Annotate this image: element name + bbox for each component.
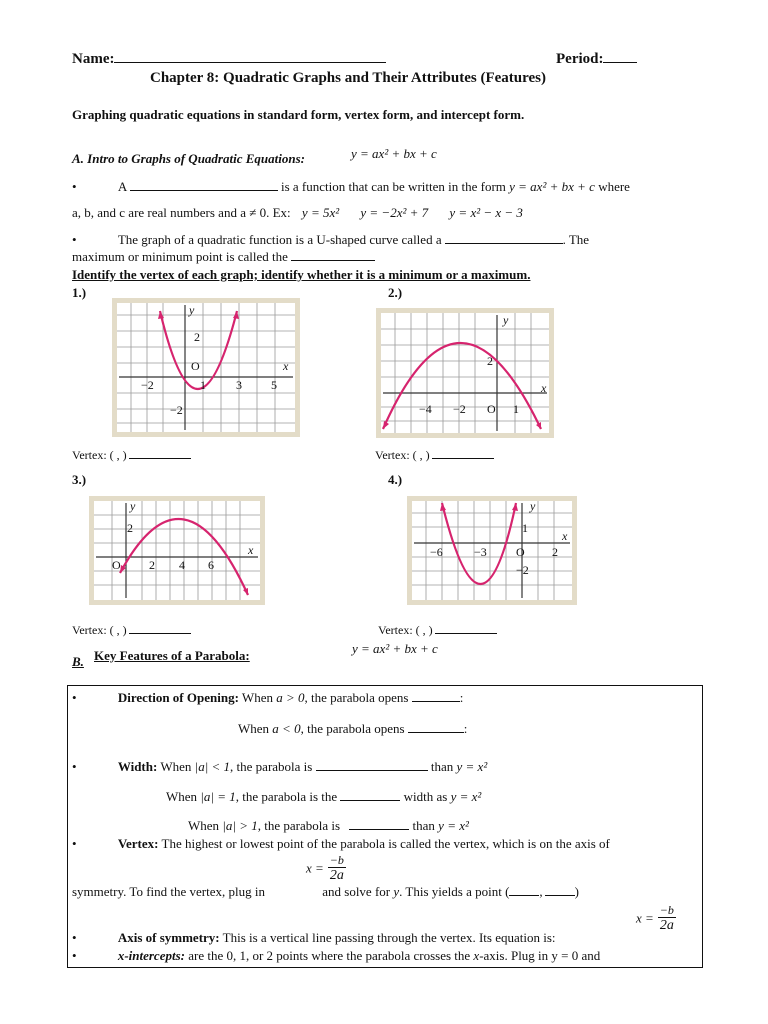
opens-blank-2[interactable] — [408, 720, 464, 733]
instruction: Identify the vertex of each graph; identify whether it is a minimum or a maximum. — [72, 267, 531, 282]
width-row-2: When |a| = 1, the parabola is the width as y = x² — [166, 789, 482, 804]
example-3: y = x² − x − 3 — [449, 205, 523, 220]
graph-2-origin: O — [487, 402, 496, 416]
graph-2-label: 2.) — [388, 285, 403, 300]
graph-3-label: 3.) — [72, 472, 87, 487]
graph-2-tick: 1 — [513, 402, 519, 416]
graph-1 — [111, 297, 301, 438]
name-blank[interactable] — [114, 50, 386, 63]
graph-4-origin: O — [516, 545, 525, 559]
graph-3-tick: 4 — [179, 558, 185, 572]
section-b-letter: B. — [72, 654, 84, 669]
graph-1-vertex: Vertex: ( , ) — [72, 446, 191, 463]
axis-fraction: x = $\frac{-b}{2a}$ — [636, 903, 674, 933]
period-label: Period: — [556, 51, 604, 67]
section-a-heading: A. Intro to Graphs of Quadratic Equations: — [72, 151, 305, 166]
bullet-dot: • — [72, 232, 77, 247]
vertex-fraction: x = $\frac{-b}{2a}$ — [306, 853, 344, 883]
opens-blank-1[interactable] — [412, 689, 460, 702]
bullet-1-line1: • A is a function that can be written in the form y = ax² + bx + c where — [72, 179, 630, 194]
bullet-dot: • — [72, 836, 77, 851]
graph-1-tick: 3 — [236, 378, 242, 392]
graph-4 — [406, 495, 578, 606]
bullet-dot: • — [72, 930, 77, 945]
width-row-1: • Width: When |a| < 1, the parabola is than y = x² — [72, 759, 488, 774]
graph-4-tick: 1 — [522, 521, 528, 535]
bullet1-formula: y = ax² + bx + c — [509, 179, 595, 194]
parabola-blank[interactable] — [445, 231, 563, 244]
period-blank[interactable] — [603, 50, 637, 63]
page-title: Chapter 8: Quadratic Graphs and Their Attributes (Features) — [150, 70, 546, 86]
graph-3-vertex: Vertex: ( , ) — [72, 621, 191, 638]
vertex-label: Vertex: — [117, 836, 159, 851]
vertex-point-y-blank[interactable] — [545, 883, 575, 896]
vertex-row-2: symmetry. To find the vertex, plug in and solve for y. This yields a point ( , ) — [72, 884, 579, 899]
vertex-point-x-blank[interactable] — [509, 883, 539, 896]
bullet-2-line1: • The graph of a quadratic function is a U-shaped curve called a . The — [72, 232, 590, 247]
section-a-formula: y = ax² + bx + c — [351, 146, 437, 161]
graph-3-vertex-blank[interactable] — [129, 621, 191, 634]
graph-1-label: 1.) — [72, 285, 87, 300]
graph-4-tick: −2 — [516, 563, 529, 577]
graph-4-tick: −3 — [474, 545, 487, 559]
graph-3-origin: O — [112, 558, 121, 572]
section-b-formula: y = ax² + bx + c — [352, 641, 438, 656]
graph-4-tick: 2 — [552, 545, 558, 559]
graph-4-x-label: x — [562, 529, 568, 543]
name-field — [72, 50, 386, 68]
graph-2-tick: −4 — [419, 402, 432, 416]
graph-1-origin: O — [191, 359, 200, 373]
graph-2-vertex-blank[interactable] — [432, 446, 494, 459]
axis-row: • Axis of symmetry: This is a vertical line passing through the vertex. Its equation is: — [72, 930, 556, 945]
graph-4-y-label: y — [530, 499, 536, 513]
graph-2-y-label: y — [503, 313, 509, 327]
vertex-row-1: • Vertex: The highest or lowest point of the parabola is called the vertex, which is on the axis of — [72, 836, 610, 851]
graph-3-tick: 2 — [149, 558, 155, 572]
bullet-1-line2: a, b, and c are real numbers and a ≠ 0. Ex: y = 5x² y = −2x² + 7 y = x² − x − 3 — [72, 205, 523, 220]
width-blank-2[interactable] — [340, 788, 400, 801]
axis-label: Axis of symmetry: — [117, 930, 220, 945]
bullet-dot: • — [72, 690, 77, 705]
direction-row: • Direction of Opening: When a > 0, the parabola opens : — [72, 690, 464, 705]
graph-2-tick: 2 — [487, 354, 493, 368]
width-blank-3[interactable] — [349, 817, 409, 830]
width-row-3: When |a| > 1, the parabola is than y = x² — [188, 818, 469, 833]
vertex-blank[interactable] — [291, 248, 375, 261]
graph-4-vertex: Vertex: ( , ) — [378, 621, 497, 638]
xint-row: • x-intercepts: are the 0, 1, or 2 points where the parabola crosses the x-axis. Plug in y = 0 and — [72, 948, 601, 963]
graph-3 — [88, 495, 266, 606]
bullet-dot: • — [72, 948, 77, 963]
graph-1-vertex-blank[interactable] — [129, 446, 191, 459]
direction-row-2: When a < 0, the parabola opens : — [238, 721, 468, 736]
graph-3-y-label: y — [130, 499, 136, 513]
graph-2-x-label: x — [541, 381, 547, 395]
period-field — [556, 50, 637, 68]
graph-4-vertex-blank[interactable] — [435, 621, 497, 634]
graph-1-tick: 1 — [200, 378, 206, 392]
width-label: Width: — [117, 759, 158, 774]
bullet-2-line2: maximum or minimum point is called the — [72, 248, 375, 265]
intro-text: Graphing quadratic equations in standard form, vertex form, and intercept form. — [72, 107, 525, 122]
graph-1-tick: 2 — [194, 330, 200, 344]
xint-label: x-intercepts: — [117, 948, 185, 963]
bullet-dot: • — [72, 759, 77, 774]
bullet-dot: • — [72, 179, 77, 194]
direction-label: Direction of Opening: — [117, 690, 239, 705]
section-b-heading: Key Features of a Parabola: — [94, 648, 250, 663]
graph-1-x-label: x — [283, 359, 289, 373]
graph-3-x-label: x — [248, 543, 254, 557]
function-blank[interactable] — [130, 178, 278, 191]
width-blank-1[interactable] — [316, 758, 428, 771]
graph-2-vertex: Vertex: ( , ) — [375, 446, 494, 463]
graph-1-tick: −2 — [141, 378, 154, 392]
graph-4-label: 4.) — [388, 472, 403, 487]
graph-1-y-label: y — [189, 303, 195, 317]
graph-3-tick: 6 — [208, 558, 214, 572]
example-2: y = −2x² + 7 — [360, 205, 429, 220]
name-label: Name: — [72, 51, 115, 67]
graph-3-tick: 2 — [127, 521, 133, 535]
graph-1-tick: 5 — [271, 378, 277, 392]
graph-1-tick: −2 — [170, 403, 183, 417]
graph-2-tick: −2 — [453, 402, 466, 416]
graph-2 — [375, 307, 555, 439]
example-1: y = 5x² — [301, 205, 340, 220]
graph-4-tick: −6 — [430, 545, 443, 559]
